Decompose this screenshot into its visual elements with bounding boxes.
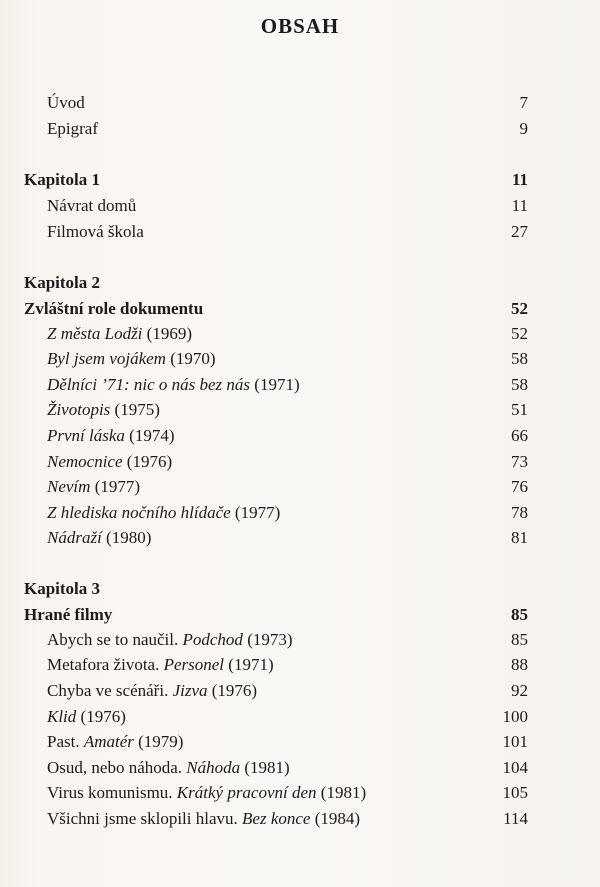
film-title: Byl jsem vojákem <box>47 349 166 368</box>
toc-section-hrane-filmy <box>0 603 600 627</box>
film-year: (1969) <box>142 324 192 343</box>
toc-section-label: Hrané filmy <box>24 605 113 624</box>
toc-entry-byl-jsem-vojakem <box>0 347 600 371</box>
toc-entry-label <box>47 398 160 422</box>
film-title: Nevím <box>47 477 91 496</box>
toc-entry-z-mesta-lodzi <box>0 322 600 346</box>
toc-entry-label <box>47 373 300 397</box>
toc-entry-page: 58 <box>511 349 528 368</box>
toc-chapter-label: Kapitola 1 <box>24 170 101 189</box>
toc-entry-label <box>47 526 151 550</box>
toc-entry-label <box>47 450 172 474</box>
film-year: (1973) <box>242 630 293 649</box>
toc-entry-page: 51 <box>511 400 528 419</box>
toc-entry-podchod <box>0 628 600 652</box>
toc-entry-label <box>47 424 174 448</box>
essay-title: Všichni jsme sklopili hlavu. <box>47 809 243 828</box>
toc-entry-page: 52 <box>511 299 528 318</box>
toc-entry-page: 85 <box>511 605 528 624</box>
toc-entry-page: 104 <box>502 758 528 777</box>
toc-entry-bez-konce <box>0 807 600 831</box>
toc-entry-z-hlediska-nocniho-hlidace <box>0 501 600 525</box>
toc-entry-label <box>47 322 192 346</box>
toc-entry-label <box>47 705 126 729</box>
essay-title: Chyba ve scénáři. <box>47 681 173 700</box>
toc-entry-page: 85 <box>511 630 528 649</box>
toc-entry-page: 101 <box>502 732 528 751</box>
essay-title: Virus komunismu. <box>47 783 177 802</box>
film-year: (1976) <box>76 707 126 726</box>
toc-entry-label <box>47 807 360 831</box>
toc-entry-page: 88 <box>511 655 528 674</box>
toc-entry-nahoda <box>0 756 600 780</box>
toc-entry-delnici-71 <box>0 373 600 397</box>
film-year: (1976) <box>122 452 173 471</box>
toc-entry-nadrazi <box>0 526 600 550</box>
toc-entry-page: 76 <box>511 477 528 496</box>
film-year: (1984) <box>310 809 361 828</box>
toc-entry-klid <box>0 705 600 729</box>
toc-chapter-label: Kapitola 3 <box>24 579 101 598</box>
film-year: (1974) <box>124 426 175 445</box>
film-year: (1981) <box>240 758 290 777</box>
film-year: (1976) <box>207 681 258 700</box>
film-year: (1979) <box>133 732 184 751</box>
film-title: Z hlediska nočního hlídače <box>47 503 231 522</box>
toc-entry-navrat-domu <box>0 194 600 218</box>
toc-entry-page: 105 <box>502 783 528 802</box>
toc-section-label: Zvláštní role dokumentu <box>24 299 204 318</box>
film-year: (1970) <box>165 349 216 368</box>
toc-entry-page: 100 <box>502 707 528 726</box>
toc-entry-label <box>47 781 366 805</box>
film-title: Personel <box>163 655 225 674</box>
toc-entry-page: 81 <box>511 528 528 547</box>
toc-entry-zivotopis <box>0 398 600 422</box>
film-year: (1977) <box>230 503 281 522</box>
toc-entry-uvod <box>0 91 600 115</box>
toc-entry-page: 9 <box>519 119 528 138</box>
film-year: (1977) <box>90 477 141 496</box>
film-title: Náhoda <box>186 758 241 777</box>
toc-chapter-label: Kapitola 2 <box>24 273 101 292</box>
toc-section-dokument <box>0 297 600 321</box>
toc-entry-page: 58 <box>511 375 528 394</box>
toc-entry-page: 78 <box>511 503 528 522</box>
toc-entry-label <box>47 653 274 677</box>
toc-entry-page: 92 <box>511 681 528 700</box>
toc-entry-label <box>47 679 257 703</box>
toc-entry-nemocnice <box>0 450 600 474</box>
film-title: Amatér <box>83 732 134 751</box>
toc-entry-label <box>47 730 183 754</box>
toc-entry-label <box>47 475 140 499</box>
toc-entry-page: 114 <box>503 809 528 828</box>
film-year: (1981) <box>316 783 367 802</box>
film-title: Klid <box>47 707 77 726</box>
toc-entry-label: Filmová škola <box>47 222 144 241</box>
toc-entry-page: 52 <box>511 324 528 343</box>
toc-entry-label: Návrat domů <box>47 196 137 215</box>
essay-title: Osud, nebo náhoda. <box>47 758 187 777</box>
film-year: (1971) <box>250 375 300 394</box>
toc-chapter-1 <box>0 168 600 192</box>
toc-entry-prvni-laska <box>0 424 600 448</box>
toc-entry-label: Úvod <box>47 93 85 112</box>
toc-entry-amater <box>0 730 600 754</box>
film-title: Z města Lodži <box>47 324 143 343</box>
toc-entry-page: 73 <box>511 452 528 471</box>
toc-entry-label: Epigraf <box>47 119 98 138</box>
film-title: Krátký pracovní den <box>176 783 317 802</box>
toc-entry-page: 11 <box>511 170 528 189</box>
film-title: První láska <box>47 426 125 445</box>
toc-entry-filmova-skola <box>0 220 600 244</box>
toc-entry-label <box>47 628 293 652</box>
toc-entry-page: 11 <box>511 196 528 215</box>
film-title: Životopis <box>47 400 111 419</box>
toc-entry-page: 27 <box>511 222 528 241</box>
film-year: (1980) <box>101 528 152 547</box>
toc-entry-page: 66 <box>511 426 528 445</box>
toc-entry-label <box>47 347 216 371</box>
film-title: Bez konce <box>242 809 311 828</box>
film-title: Podchod <box>182 630 243 649</box>
film-title: Dělníci ’71: nic o nás bez nás <box>47 375 251 394</box>
toc-entry-nevim <box>0 475 600 499</box>
toc-chapter-2 <box>0 271 600 295</box>
toc-entry-kratky-pracovni-den <box>0 781 600 805</box>
film-year: (1971) <box>224 655 274 674</box>
film-year: (1975) <box>110 400 160 419</box>
film-title: Jizva <box>172 681 208 700</box>
toc-chapter-3 <box>0 577 600 601</box>
film-title: Nádraží <box>47 528 102 547</box>
essay-title: Past. <box>47 732 84 751</box>
toc-entry-personel <box>0 653 600 677</box>
toc-entry-label <box>47 756 290 780</box>
toc-entry-epigraf <box>0 117 600 141</box>
film-title: Nemocnice <box>47 452 123 471</box>
essay-title: Metafora života. <box>47 655 164 674</box>
page-title: OBSAH <box>260 14 340 38</box>
toc-entry-page: 7 <box>519 93 528 112</box>
essay-title: Abych se to naučil. <box>47 630 183 649</box>
toc-entry-jizva <box>0 679 600 703</box>
toc-entry-label <box>47 501 280 525</box>
